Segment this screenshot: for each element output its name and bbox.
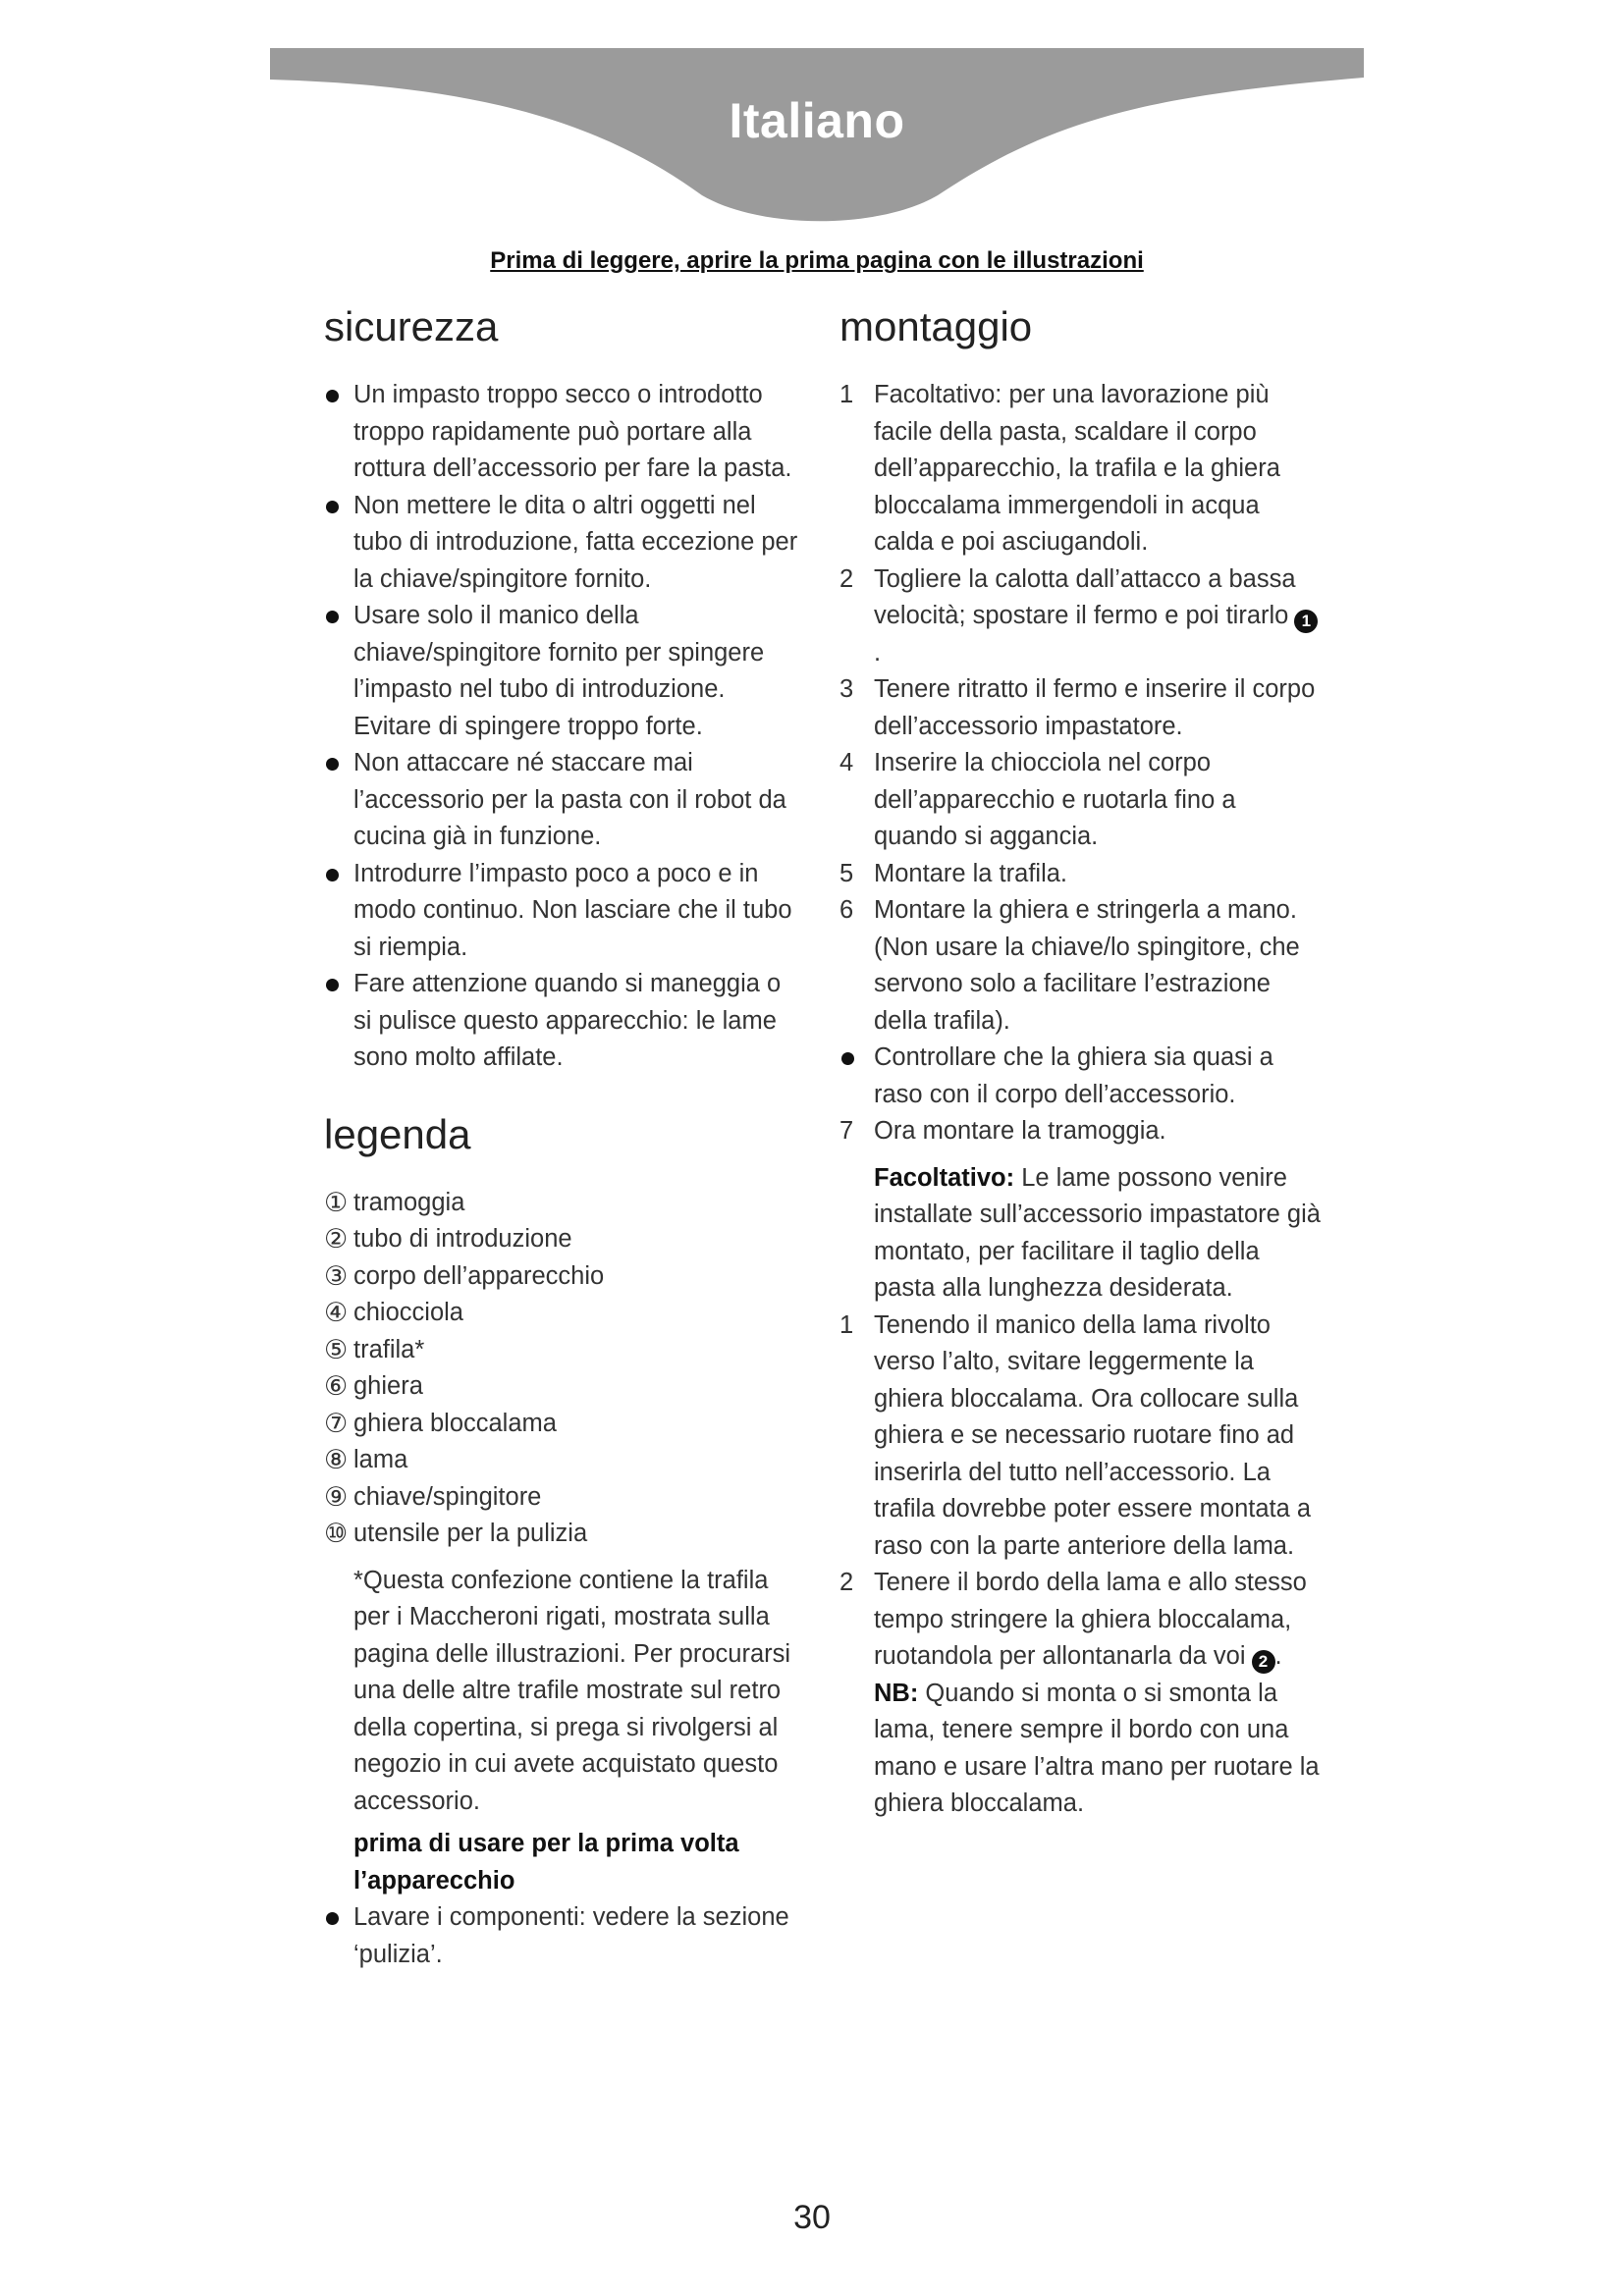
legend-item bbox=[324, 1185, 805, 1222]
list-item: Introdurre l’impasto poco a poco e in modo continuo. Non lasciare che il tubo si riempia. bbox=[324, 856, 805, 967]
step-text: Tenendo il manico della lama rivolto verso l’alto, svitare leggermente la ghiera bloccalama. Ora collocare sulla ghiera e se necessario ruotare fino ad inserirla del tutto nell’accessorio. La trafila dovrebbe poter essere montata a raso con la parte anteriore della lama. bbox=[874, 1310, 1312, 1560]
step-item bbox=[839, 745, 1321, 856]
optional-text: Le lame possono venire installate sull’accessorio impastatore già montato, per facilitare il taglio della pasta alla lunghezza desiderata. bbox=[874, 1163, 1321, 1302]
legend-number: ① bbox=[324, 1187, 349, 1217]
step-item bbox=[839, 1308, 1321, 1566]
legend-item bbox=[324, 1295, 805, 1332]
legend-item bbox=[324, 1258, 805, 1296]
figure-ref-1: 1 bbox=[1294, 610, 1318, 633]
step-text: Tenere ritratto il fermo e inserire il corpo dell’accessorio impastatore. bbox=[874, 675, 1316, 740]
list-item: Non attaccare né staccare mai l’accessorio per la pasta con il robot da cucina già in funzione. bbox=[324, 745, 805, 856]
legend-item bbox=[324, 1221, 805, 1258]
legend-number: ⑧ bbox=[324, 1445, 349, 1474]
step-number: 2 bbox=[839, 564, 854, 593]
legend-label: corpo dell’apparecchio bbox=[353, 1261, 605, 1290]
legend-item bbox=[324, 1332, 805, 1369]
right-column bbox=[839, 294, 1321, 1823]
step-item bbox=[839, 1113, 1321, 1150]
step-item bbox=[839, 671, 1321, 745]
step-number: 4 bbox=[839, 749, 854, 776]
page-number: 30 bbox=[793, 2199, 831, 2236]
step-number: 1 bbox=[839, 381, 854, 408]
legend-label: tubo di introduzione bbox=[353, 1225, 572, 1253]
legend-number: ⑤ bbox=[324, 1334, 349, 1364]
legenda-list bbox=[324, 1185, 805, 1553]
optional-paragraph bbox=[839, 1160, 1321, 1308]
legend-number: ⑥ bbox=[324, 1371, 349, 1401]
first-use-heading: prima di usare per la prima volta l’apparecchio bbox=[353, 1830, 739, 1895]
step-item bbox=[839, 892, 1321, 1040]
step-text: Montare la ghiera e stringerla a mano. (Non usare la chiave/lo spingitore, che servono solo a facilitare l’estrazione della trafila). bbox=[874, 896, 1300, 1035]
step-item: 2 Togliere la calotta dall’attacco a bassa velocità; spostare il fermo e poi tirarlo 1. bbox=[839, 561, 1321, 672]
step-number: 1 bbox=[839, 1310, 854, 1339]
step-bullet bbox=[839, 1040, 1321, 1113]
step-number: 2 bbox=[839, 1569, 854, 1596]
list-item: Lavare i componenti: vedere la sezione ‘pulizia’. bbox=[324, 1899, 805, 1973]
step-item bbox=[839, 377, 1321, 561]
nb-text: Quando si monta o si smonta la lama, tenere sempre il bordo con una mano e usare l’altra mano per ruotare la ghiera bloccalama. bbox=[874, 1679, 1320, 1817]
step-text: Controllare che la ghiera sia quasi a raso con il corpo dell’accessorio. bbox=[874, 1043, 1273, 1108]
legend-label: ghiera bloccalama bbox=[353, 1409, 557, 1437]
legend-label: trafila* bbox=[353, 1335, 425, 1363]
trafila-note: *Questa confezione contiene la trafila per i Maccheroni rigati, mostrata sulla pagina delle illustrazioni. Per procurarsi una delle altre trafile mostrate sul retro della copertina, si prega si rivolgersi al negozio in cui avete acquistato questo accessorio. bbox=[353, 1566, 791, 1815]
legend-number: ③ bbox=[324, 1260, 349, 1291]
legend-number: ④ bbox=[324, 1298, 349, 1327]
legend-label: tramoggia bbox=[353, 1188, 465, 1216]
page-subheading: Prima di leggere, aprire la prima pagina con le illustrazioni bbox=[490, 247, 1144, 274]
legend-number: ⑦ bbox=[324, 1408, 349, 1438]
optional-label: Facoltativo: bbox=[874, 1163, 1015, 1192]
legend-label: chiocciola bbox=[353, 1299, 463, 1326]
step-number: 6 bbox=[839, 896, 854, 924]
left-column bbox=[324, 294, 805, 1973]
step-text: Montare la trafila. bbox=[874, 859, 1068, 887]
step-text: Facoltativo: per una lavorazione più facile della pasta, scaldare il corpo dell’apparecchio, la trafila e la ghiera bloccalama immergendoli in acqua calda e poi asciugandoli. bbox=[874, 381, 1280, 556]
legend-label: ghiera bbox=[353, 1372, 423, 1400]
legend-item bbox=[324, 1442, 805, 1479]
legend-label: lama bbox=[353, 1446, 408, 1473]
step-number: 3 bbox=[839, 675, 854, 703]
step-item bbox=[839, 856, 1321, 893]
legend-number: ⑩ bbox=[324, 1519, 349, 1548]
step-text: Togliere la calotta dall’attacco a bassa velocità; spostare il fermo e poi tirarlo bbox=[874, 564, 1296, 629]
step-item: 2 Tenere il bordo della lama e allo stesso tempo stringere la ghiera bloccalama, ruotandola per allontanarla da voi 2 . bbox=[839, 1565, 1321, 1676]
banner-title: Italiano bbox=[729, 93, 905, 148]
step-text: Inserire la chiocciola nel corpo dell’apparecchio e ruotarla fino a quando si aggancia. bbox=[874, 749, 1236, 850]
legend-number: ② bbox=[324, 1224, 349, 1254]
first-use-list bbox=[324, 1899, 805, 1973]
list-item: Fare attenzione quando si maneggia o si pulisce questo apparecchio: le lame sono molto affilate. bbox=[324, 966, 805, 1077]
list-item: Un impasto troppo secco o introdotto troppo rapidamente può portare alla rottura dell’accessorio per fare la pasta. bbox=[324, 377, 805, 488]
step-number: 5 bbox=[839, 859, 854, 887]
nb-label: NB: bbox=[874, 1679, 919, 1707]
nb-paragraph bbox=[839, 1676, 1321, 1823]
legend-item bbox=[324, 1406, 805, 1443]
legend-item bbox=[324, 1516, 805, 1553]
step-text: Tenere il bordo della lama e allo stesso tempo stringere la ghiera bloccalama, ruotandola per allontanarla da voi bbox=[874, 1569, 1307, 1670]
list-item: Usare solo il manico della chiave/spingitore fornito per spingere l’impasto nel tubo di introduzione. Evitare di spingere troppo forte. bbox=[324, 598, 805, 745]
list-item: Non mettere le dita o altri oggetti nel tubo di introduzione, fatta eccezione per la chiave/spingitore fornito. bbox=[324, 488, 805, 599]
legend-item bbox=[324, 1479, 805, 1517]
blade-steps bbox=[839, 1308, 1321, 1676]
legenda-title: legenda bbox=[324, 1110, 471, 1157]
legend-label: utensile per la pulizia bbox=[353, 1520, 588, 1547]
legend-item bbox=[324, 1368, 805, 1406]
legend-number: ⑨ bbox=[324, 1481, 349, 1512]
sicurezza-title: sicurezza bbox=[324, 303, 499, 349]
legend-label: chiave/spingitore bbox=[353, 1482, 542, 1511]
step-number: 7 bbox=[839, 1117, 854, 1145]
montaggio-title: montaggio bbox=[839, 303, 1033, 349]
step-text: Ora montare la tramoggia. bbox=[874, 1117, 1166, 1145]
figure-ref-2: 2 bbox=[1252, 1650, 1275, 1674]
header-banner bbox=[270, 48, 1364, 225]
sicurezza-list bbox=[324, 377, 805, 1077]
montaggio-steps bbox=[839, 377, 1321, 1150]
